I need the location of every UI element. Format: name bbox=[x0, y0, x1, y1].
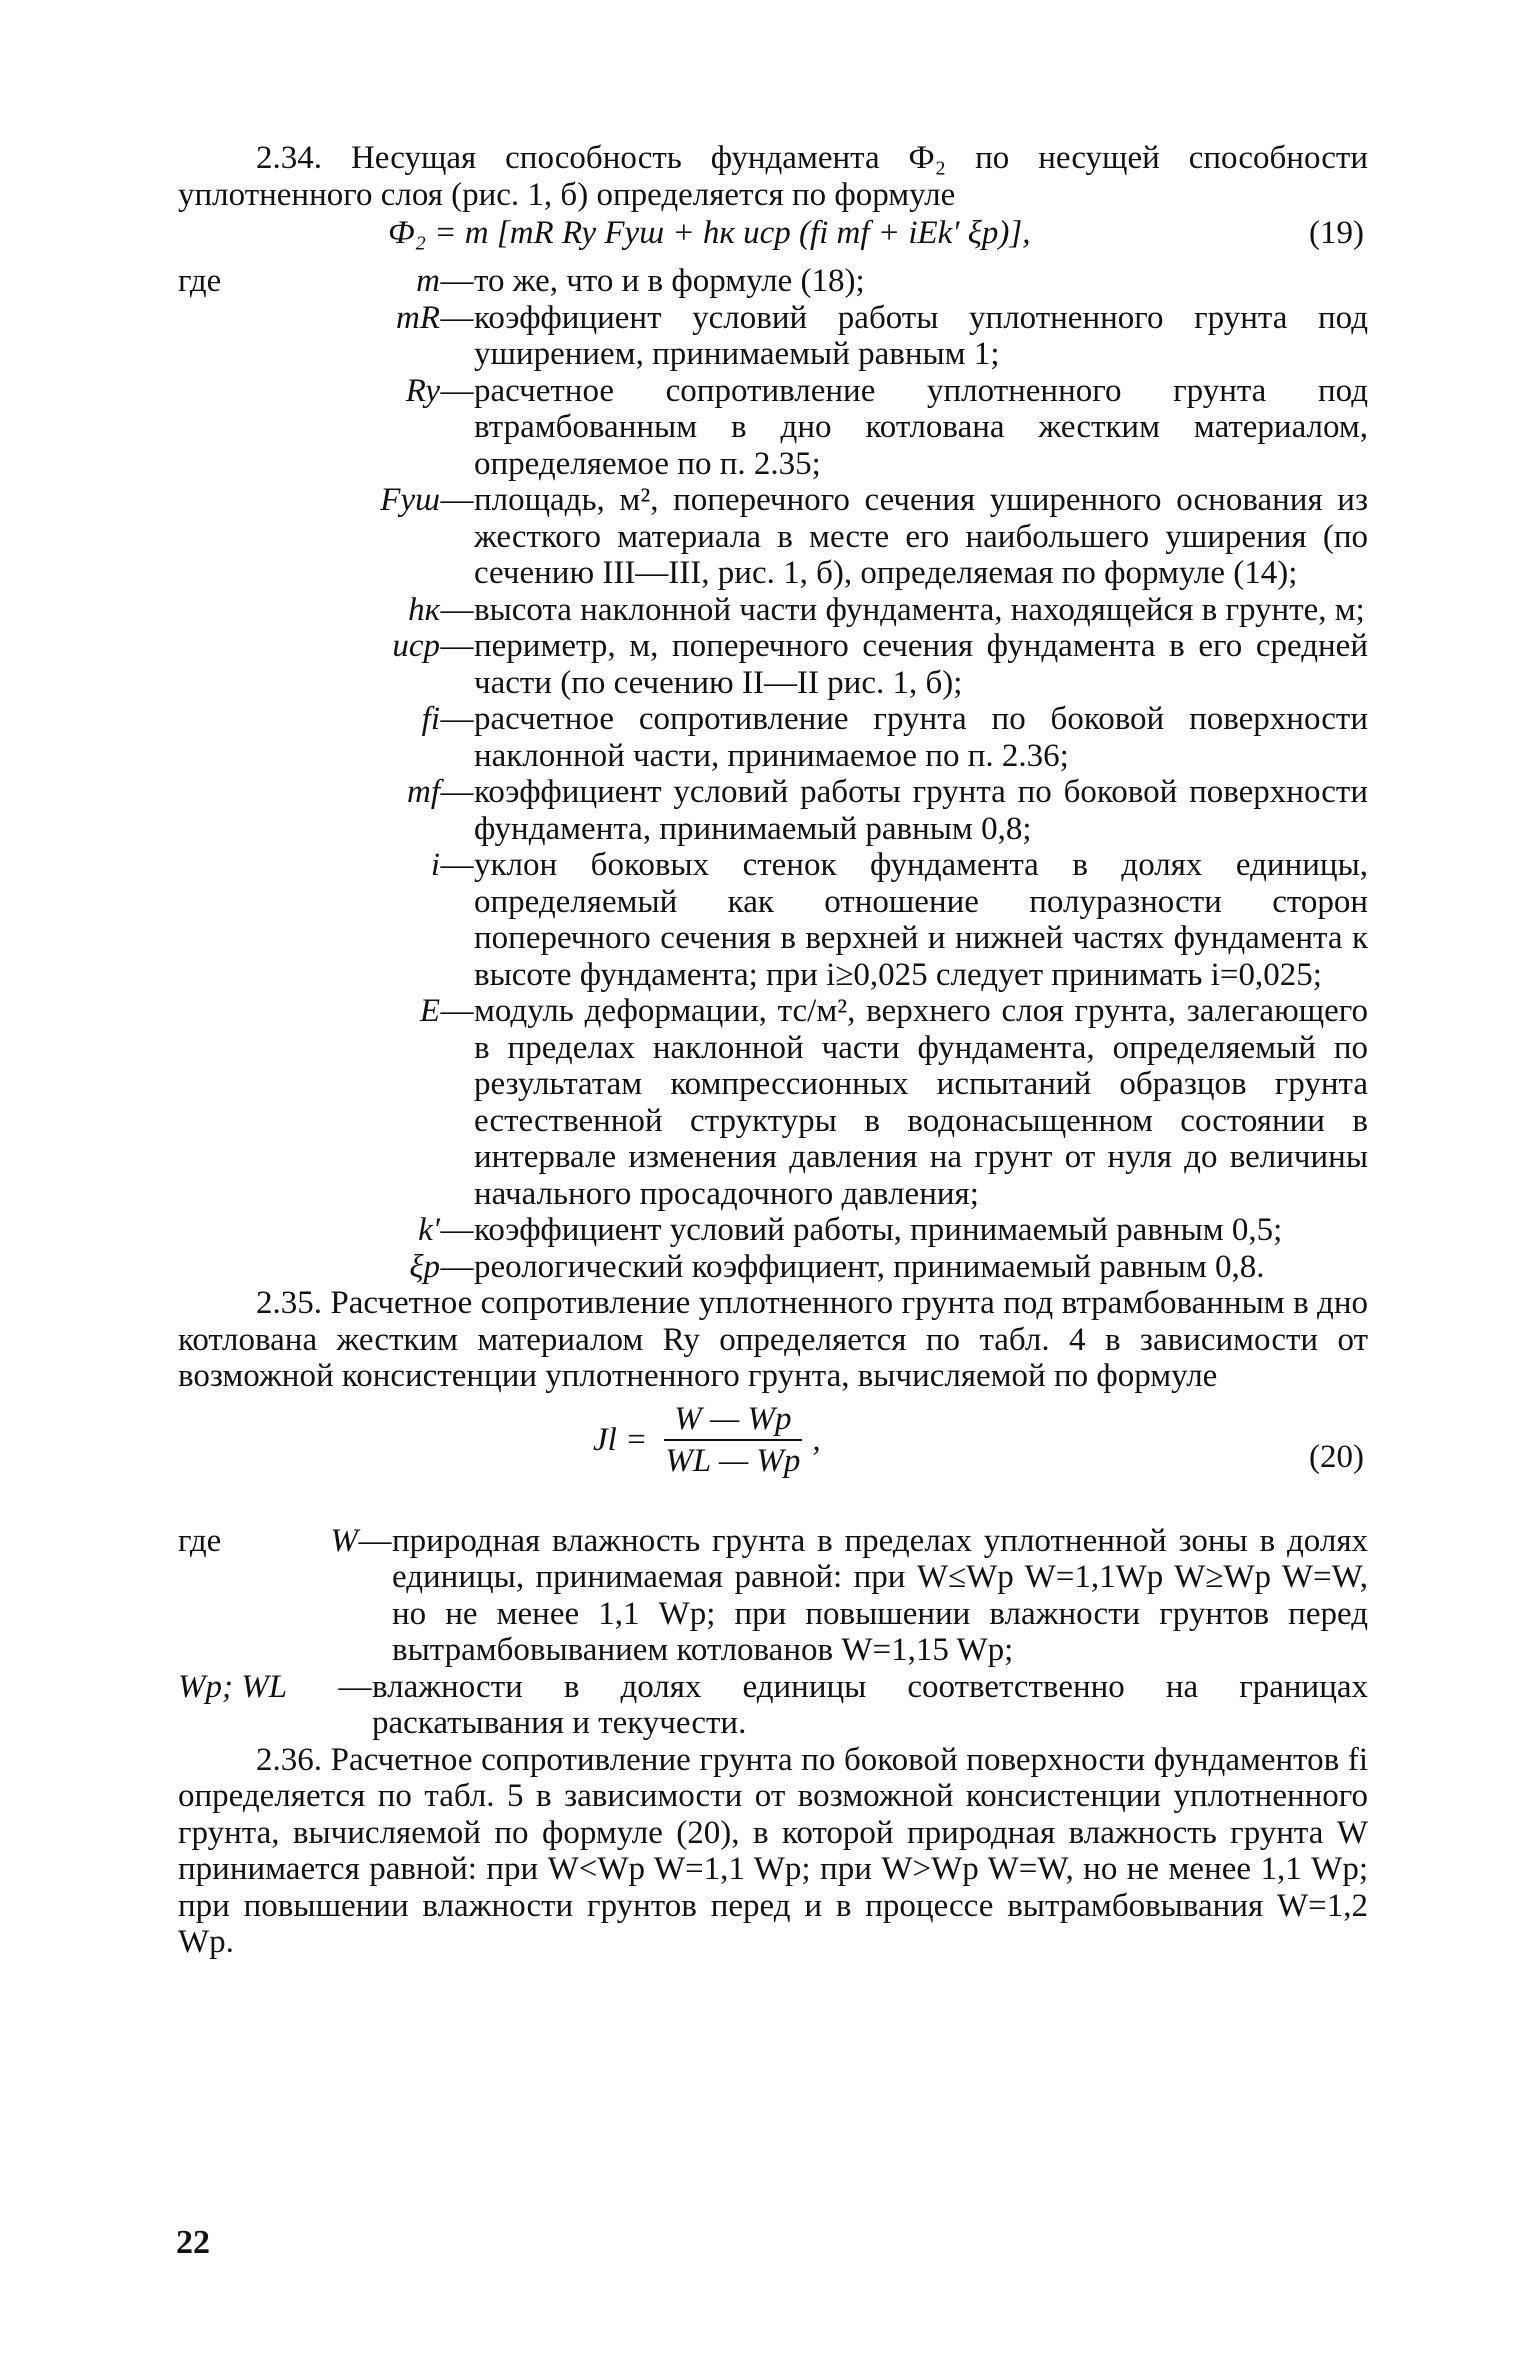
definition-item bbox=[178, 1669, 1368, 1742]
definition-text: высота наклонной части фундамента, находящейся в грунте, м; bbox=[474, 591, 1365, 628]
em-dash: — bbox=[440, 482, 474, 518]
em-dash: — bbox=[440, 1212, 474, 1248]
definition-symbol: hк bbox=[408, 591, 440, 628]
definition-text: то же, что и в формуле (18); bbox=[474, 263, 865, 299]
definition-symbol: k′ bbox=[418, 1212, 440, 1248]
definition-text: периметр, м, поперечного сечения фундамента в его средней части (по сечению II—II рис. 1, б); bbox=[474, 628, 1368, 701]
definition-symbol: E bbox=[419, 993, 440, 1029]
text-column bbox=[178, 140, 1368, 1961]
definition-item bbox=[260, 300, 1368, 373]
em-dash: — bbox=[440, 774, 474, 810]
definition-symbol: i bbox=[430, 847, 440, 883]
section-2-36-text: 2.36. Расчетное сопротивление грунта по боковой поверхности фундаментов fi определяется по табл. 5 в зависимости от возможной консистенции уплотненного грунта, вычисляемой по формуле (20), в которой природная влажность грунта W принимается равной: при W<Wp W=1,1 Wp; при W>Wp W=W, но не менее 1,1 Wp; при повышении влажности грунтов перед и в процессе вытрамбовывания W=1,2 Wp. bbox=[178, 1741, 1368, 1960]
where-word: где bbox=[178, 263, 222, 299]
formula-19 bbox=[178, 215, 1368, 255]
definition-item bbox=[260, 847, 1368, 993]
definition-symbol: Ry bbox=[405, 372, 440, 409]
definition-text: коэффициент условий работы, принимаемый равным 0,5; bbox=[474, 1212, 1283, 1248]
where-word: где bbox=[178, 1522, 222, 1559]
em-dash: — bbox=[440, 1248, 474, 1285]
definition-text: природная влажность грунта в пределах уплотненной зоны в долях единицы, принимаемая равной: при W≤Wp W=1,1Wp W≥Wp W=W, но не менее 1,1 Wp; при повышении влажности грунтов перед вытрамбовыванием котлованов W=1,15 Wp; bbox=[392, 1522, 1368, 1668]
definition-item bbox=[260, 774, 1368, 847]
em-dash: — bbox=[440, 591, 474, 628]
fraction-numerator: W — Wp bbox=[664, 1401, 801, 1442]
definition-text: площадь, м², поперечного сечения уширенного основания из жесткого материала в месте его наибольшего уширения (по сечению III—III, рис. 1, б), определяемая по формуле (14); bbox=[474, 482, 1368, 591]
section-2-35-lead: 2.35. Расчетное сопротивление уплотненного грунта под втрамбованным в дно котлована жестким материалом Ry определяется по табл. 4 в зависимости от возможной консистенции уплотненного грунта, вычисляемой по формуле bbox=[178, 1285, 1368, 1394]
definition-text: коэффициент условий работы уплотненного грунта под уширением, принимаемый равным 1; bbox=[474, 299, 1368, 372]
definition-item bbox=[260, 263, 1368, 300]
definition-list bbox=[260, 1523, 1368, 1669]
definition-item bbox=[260, 1523, 1368, 1669]
definition-item bbox=[260, 1249, 1368, 1286]
fraction-denominator: WL — Wp bbox=[665, 1443, 801, 1479]
definition-symbol: uср bbox=[392, 628, 440, 664]
formula-19-number: (19) bbox=[1309, 215, 1364, 251]
definition-symbol: ξр bbox=[409, 1248, 440, 1285]
definitions-block-19 bbox=[178, 263, 1368, 1285]
definition-text: коэффициент условий работы грунта по боковой поверхности фундамента, принимаемый равным 0,8; bbox=[474, 774, 1368, 847]
formula-20-lhs: Jl = bbox=[593, 1421, 648, 1458]
definition-text: модуль деформации, тс/м², верхнего слоя грунта, залегающего в пределах наклонной части фундамента, определяемый по результатам компрессионных испытаний образцов грунта естественной структуры в водонасыщенном состоянии в интервале изменения давления на грунт от нуля до величины начального просадочного давления; bbox=[474, 993, 1368, 1212]
em-dash: — bbox=[440, 993, 474, 1029]
definition-item bbox=[260, 373, 1368, 483]
em-dash: — bbox=[440, 372, 474, 409]
definition-item bbox=[260, 1212, 1368, 1249]
em-dash: — bbox=[440, 628, 474, 664]
definitions-block-20b bbox=[178, 1669, 1368, 1742]
em-dash: — bbox=[358, 1522, 392, 1559]
definition-symbol: Fуш bbox=[380, 482, 440, 518]
definition-text: влажности в долях единицы соответственно на границах раскатывания и текучести. bbox=[372, 1668, 1368, 1741]
definition-item bbox=[260, 592, 1368, 629]
definition-symbol: Wp; WL bbox=[178, 1668, 288, 1705]
em-dash: — bbox=[440, 701, 474, 737]
definition-text: расчетное сопротивление грунта по боковой поверхности наклонной части, принимаемое по п. 2.36; bbox=[474, 701, 1368, 774]
definition-text: уклон боковых стенок фундамента в долях единицы, определяемый как отношение полуразности сторон поперечного сечения в верхней и нижней частях фундамента к высоте фундамента; при i≥0,025 следует принимать i=0,025; bbox=[474, 847, 1368, 993]
definition-item bbox=[260, 482, 1368, 592]
page-number: 22 bbox=[176, 2224, 210, 2261]
definition-item bbox=[260, 628, 1368, 701]
definition-item bbox=[260, 701, 1368, 774]
definition-list bbox=[260, 263, 1368, 1285]
formula-19-expression: Ф₂ = m [mR Ry Fуш + hк uср (fi mf + iEk′ ξр)], bbox=[388, 215, 1031, 251]
formula-20 bbox=[178, 1401, 1368, 1519]
formula-20-comma: , bbox=[812, 1421, 821, 1458]
formula-20-number: (20) bbox=[1309, 1438, 1364, 1475]
definition-symbol: mR bbox=[396, 299, 440, 336]
formula-20-expression bbox=[593, 1401, 821, 1480]
em-dash: — bbox=[338, 1668, 372, 1705]
definition-text: реологический коэффициент, принимаемый равным 0,8. bbox=[474, 1248, 1265, 1285]
definitions-block-20 bbox=[178, 1523, 1368, 1669]
section-2-34-lead: 2.34. Несущая способность фундамента Ф₂ по несущей способности уплотненного слоя (рис. 1, б) определяется по формуле bbox=[178, 140, 1368, 213]
fraction bbox=[655, 1401, 810, 1480]
definition-symbol: m bbox=[416, 263, 440, 299]
definition-text: расчетное сопротивление уплотненного грунта под втрамбованным в дно котлована жестким материалом, определяемое по п. 2.35; bbox=[474, 372, 1368, 482]
em-dash: — bbox=[440, 299, 474, 336]
definition-symbol: W bbox=[330, 1522, 358, 1559]
definition-symbol: mf bbox=[407, 774, 440, 810]
definition-symbol: fi bbox=[421, 701, 440, 737]
definition-item bbox=[260, 993, 1368, 1212]
em-dash: — bbox=[440, 847, 474, 883]
em-dash: — bbox=[440, 263, 474, 299]
